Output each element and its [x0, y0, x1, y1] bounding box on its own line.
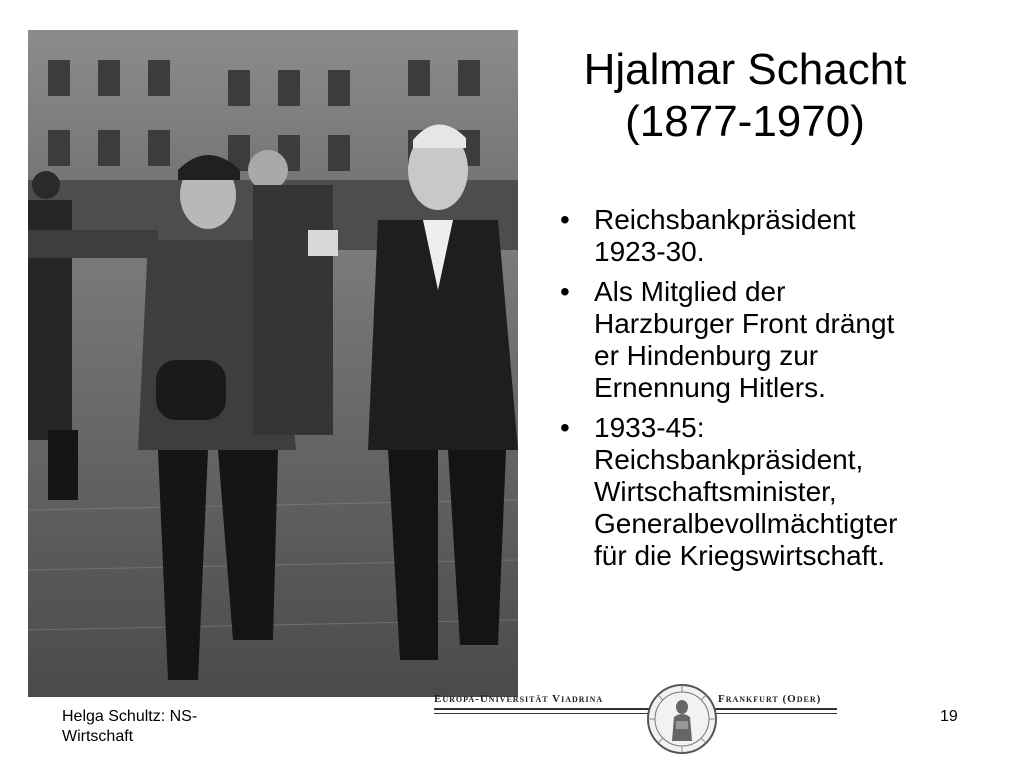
- slide-title: [540, 44, 950, 148]
- bullet-line: Reichsbankpräsident,: [594, 444, 864, 475]
- footer-author-line: Wirtschaft: [62, 728, 134, 745]
- bullet-list: [556, 204, 996, 580]
- logo-rule: [715, 713, 837, 714]
- footer-author: [62, 707, 262, 747]
- bullet-item: [556, 276, 996, 404]
- bullet-line: Reichsbankpräsident: [594, 204, 856, 235]
- bullet-item: [556, 412, 996, 572]
- footer-author-line: Helga Schultz: NS-: [62, 708, 198, 725]
- bullet-item: [556, 204, 996, 268]
- bullet-line: Generalbevollmächtigter: [594, 508, 898, 539]
- bullet-line: 1933-45:: [594, 412, 705, 443]
- bullet-text: [594, 204, 996, 268]
- title-line-1: Hjalmar Schacht: [583, 45, 907, 94]
- photo-image: [28, 30, 518, 697]
- bullet-line: Wirtschaftsminister,: [594, 476, 837, 507]
- logo-text-left: Europa-Universität Viadrina: [434, 693, 604, 705]
- bullet-line: Ernennung Hitlers.: [594, 372, 826, 403]
- bullet-line: er Hindenburg zur: [594, 340, 819, 371]
- bullet-line: Harzburger Front drängt: [594, 308, 895, 339]
- logo-rule: [434, 713, 649, 714]
- bullet-line: 1923-30.: [594, 236, 705, 267]
- bullet-marker: •: [560, 276, 570, 307]
- university-seal-icon: [646, 681, 718, 757]
- historical-photo: [28, 30, 518, 697]
- bullet-text: [594, 276, 996, 404]
- bullet-marker: •: [560, 412, 570, 443]
- background-figure: [248, 150, 338, 435]
- bullet-line: für die Kriegswirtschaft.: [594, 540, 885, 571]
- university-logo: [434, 681, 838, 757]
- bullet-line: Als Mitglied der: [594, 276, 786, 307]
- logo-rule: [715, 708, 837, 710]
- bullet-text: [594, 412, 996, 572]
- logo-rule: [434, 708, 649, 710]
- title-line-2: (1877-1970): [625, 97, 865, 146]
- bullet-marker: •: [560, 204, 570, 235]
- logo-text-right: Frankfurt (Oder): [718, 693, 822, 705]
- page-number: 19: [940, 708, 958, 725]
